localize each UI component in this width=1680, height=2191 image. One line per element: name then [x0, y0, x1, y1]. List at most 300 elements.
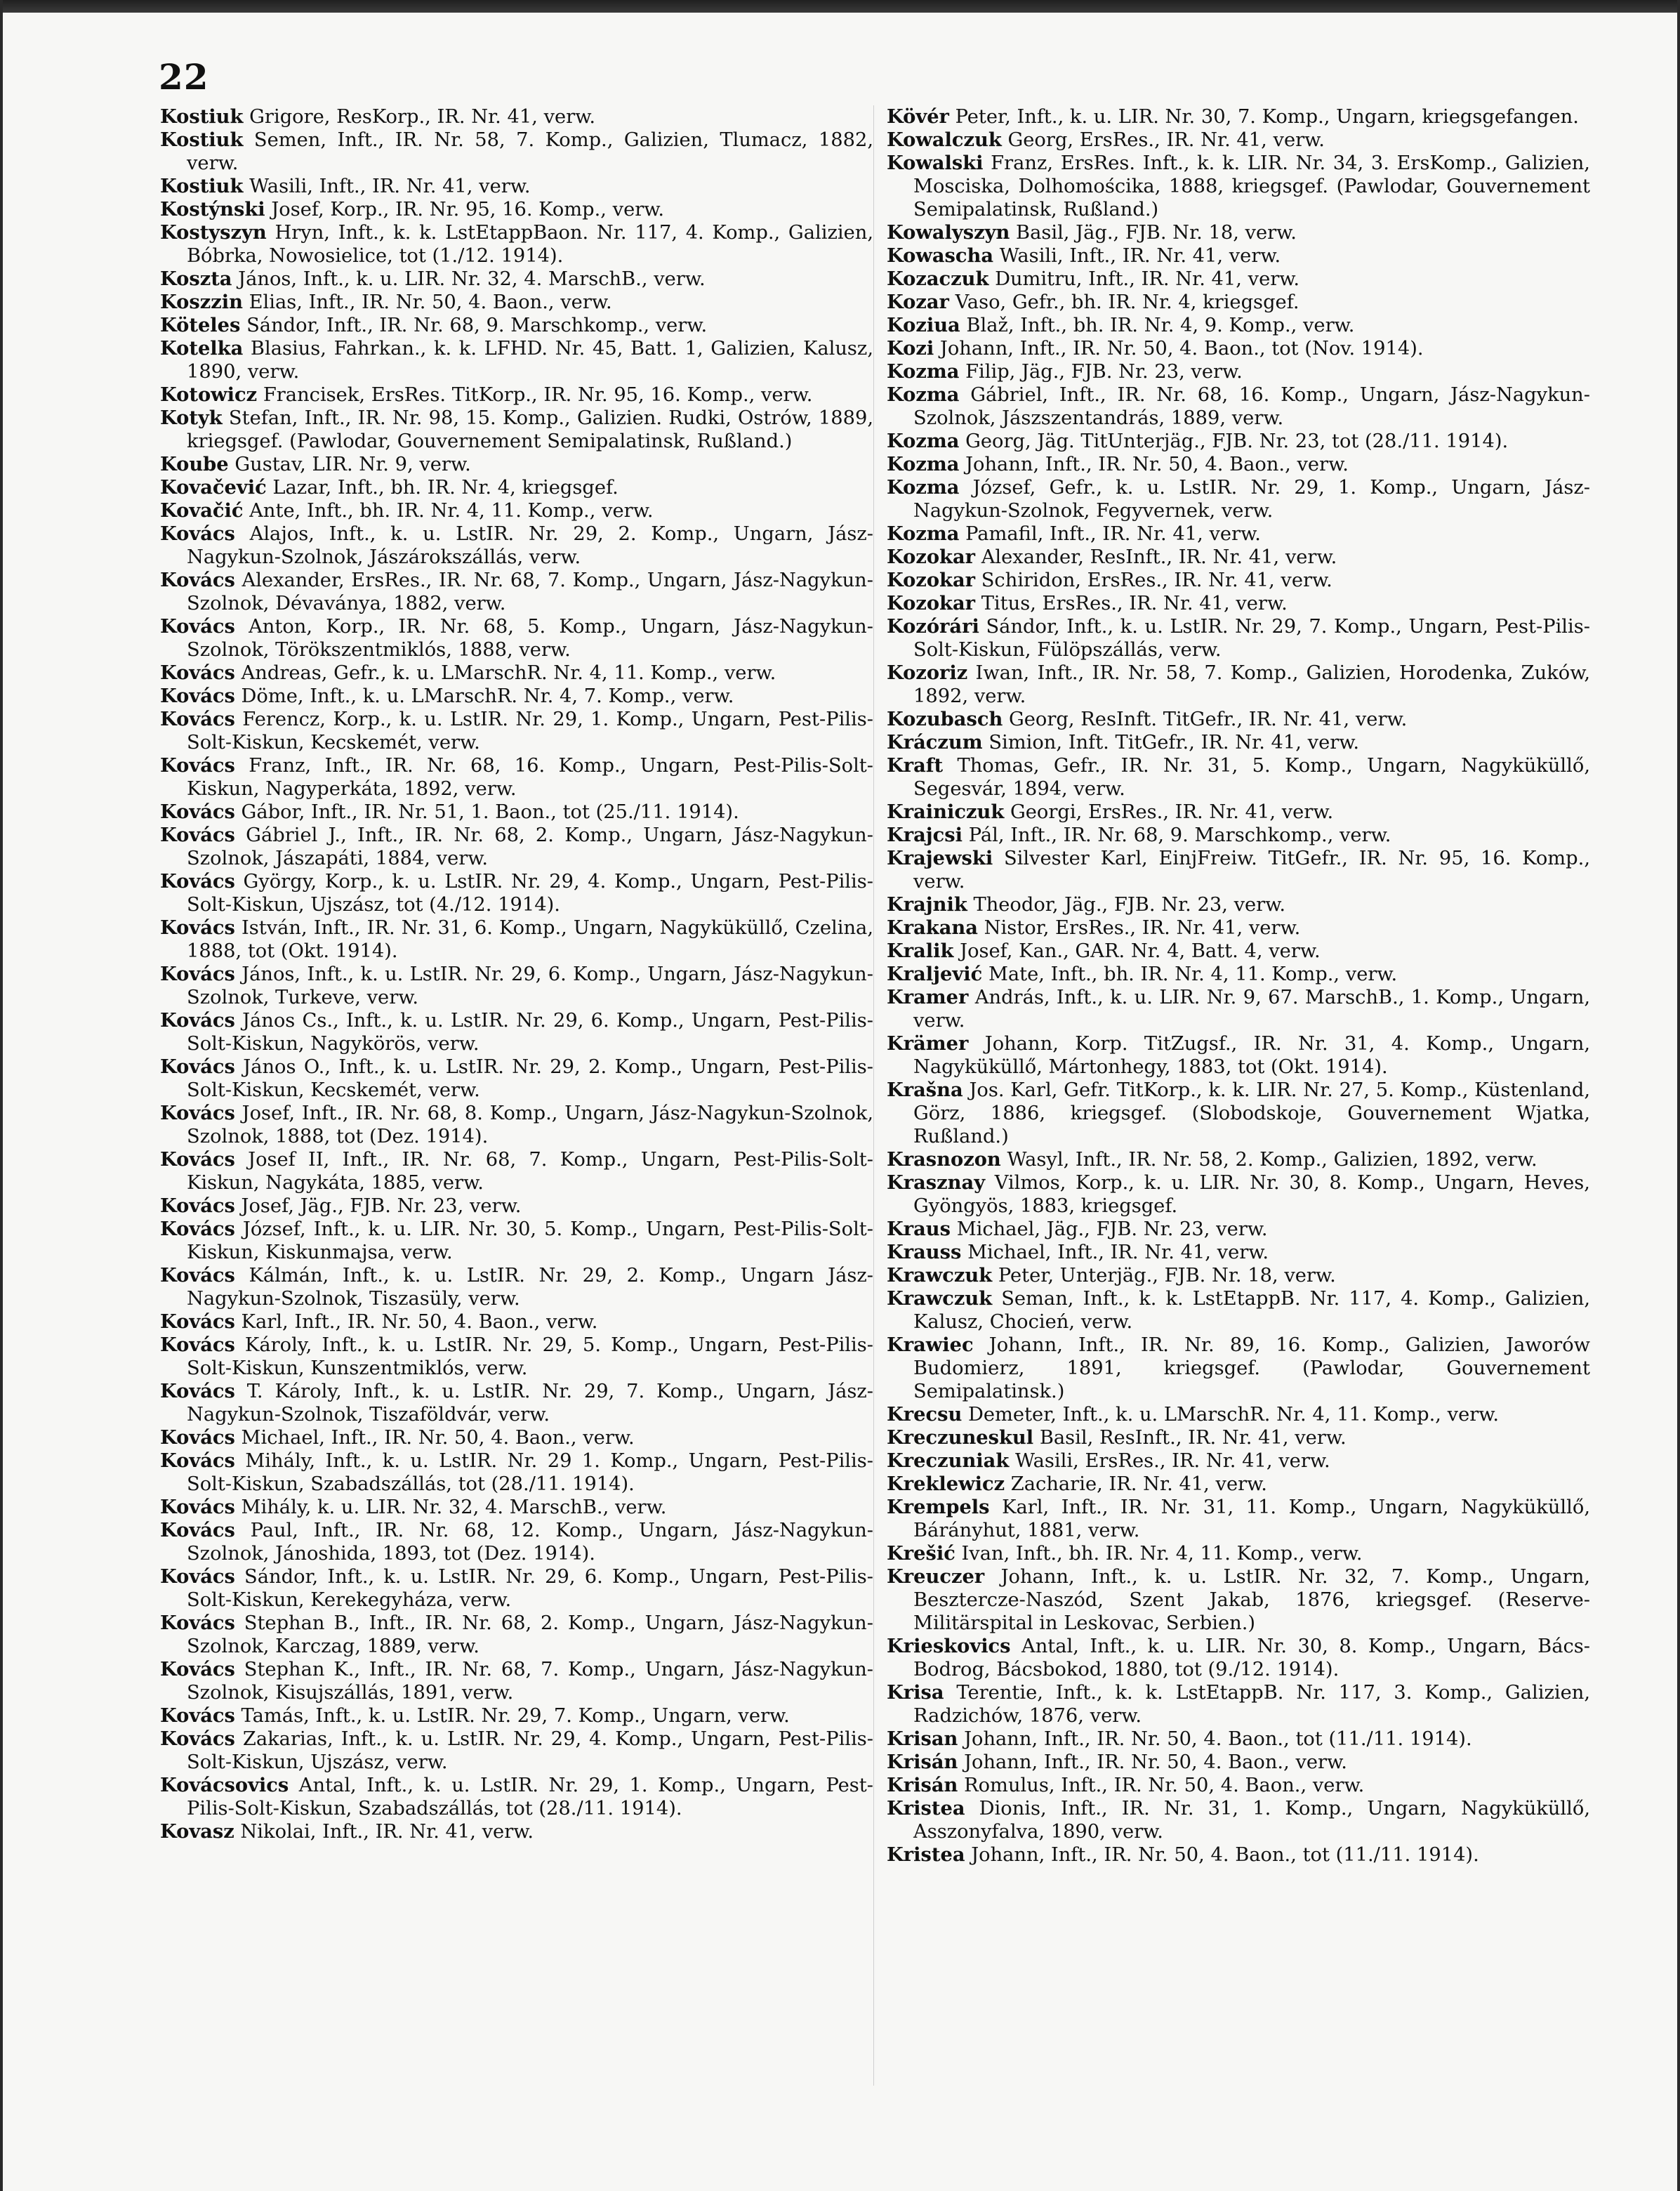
entry-details: Johann, Inft., IR. Nr. 50, 4. Baon., tot (11./11. 1914).: [958, 1728, 1472, 1750]
entry-surname: Kostýnski: [160, 198, 265, 221]
entry-surname: Kovács: [160, 1055, 235, 1078]
register-entry: [887, 847, 1590, 893]
entry-details: Dumitru, Inft., IR. Nr. 41, verw.: [988, 268, 1300, 290]
entry-surname: Kraljević: [887, 963, 983, 985]
register-entry: [887, 244, 1590, 268]
register-entry: [887, 1171, 1590, 1218]
entry-details: Stefan, Inft., IR. Nr. 98, 15. Komp., Galizien. Rudki, Ostrów, 1889, kriegsgef. (Pawlodar, Gouvernement Semipalatinsk, Rußland.): [187, 407, 873, 452]
entry-surname: Kovács: [160, 1148, 235, 1171]
entry-surname: Koszta: [160, 268, 232, 290]
entry-surname: Kovács: [160, 1426, 235, 1449]
register-entry: [887, 1287, 1590, 1334]
register-entry: [160, 407, 873, 453]
entry-surname: Kozokar: [887, 546, 976, 568]
entry-details: Johann, Inft., IR. Nr. 50, 4. Baon., tot (11./11. 1914).: [965, 1844, 1479, 1866]
entry-details: Francisek, ErsRes. TitKorp., IR. Nr. 95, 16. Komp., verw.: [257, 384, 813, 406]
entry-surname: Kristea: [887, 1797, 965, 1820]
register-entry: [887, 476, 1590, 522]
register-entry: [887, 337, 1590, 360]
entry-surname: Kristea: [887, 1843, 965, 1866]
entry-details: Josef, Jäg., FJB. Nr. 23, verw.: [234, 1195, 522, 1217]
entry-surname: Kovács: [160, 1728, 235, 1750]
register-entry: [887, 754, 1590, 801]
entry-surname: Kotelka: [160, 337, 244, 360]
entry-details: Silvester Karl, EinjFreiw. TitGefr., IR. Nr. 95, 16. Komp., verw.: [913, 848, 1590, 893]
entry-surname: Kostyszyn: [160, 221, 267, 244]
entry-details: Iwan, Inft., IR. Nr. 58, 7. Komp., Galizien, Horodenka, Zuków, 1892, verw.: [913, 662, 1590, 707]
entry-surname: Krakana: [887, 916, 978, 939]
register-entry: [887, 731, 1590, 754]
entry-details: János Cs., Inft., k. u. LstIR. Nr. 29, 6. Komp., Ungarn, Pest-Pilis-Solt-Kiskun, Nagykörös, verw.: [187, 1010, 873, 1055]
register-entry: [160, 569, 873, 615]
entry-surname: Kreczuneskul: [887, 1426, 1034, 1449]
entry-details: Georg, ResInft. TitGefr., IR. Nr. 41, verw.: [1003, 709, 1408, 730]
register-entry: [160, 870, 873, 916]
register-entry: [887, 801, 1590, 824]
register-entry: [160, 662, 873, 685]
register-entry: [160, 1426, 873, 1449]
register-entry: [160, 1728, 873, 1774]
entry-surname: Krasnozon: [887, 1148, 1001, 1171]
entry-surname: Kreuczer: [887, 1565, 985, 1588]
entry-surname: Kovács: [160, 963, 235, 985]
register-entry: [160, 314, 873, 337]
register-entry: [160, 1449, 873, 1496]
entry-details: Lazar, Inft., bh. IR. Nr. 4, kriegsgef.: [266, 477, 619, 499]
entry-surname: Kozoriz: [887, 662, 968, 684]
entry-surname: Koube: [160, 453, 229, 475]
register-entry: [887, 221, 1590, 244]
entry-surname: Kowascha: [887, 244, 994, 267]
register-entry: [160, 268, 873, 291]
entry-surname: Kotyk: [160, 407, 223, 429]
register-entry: [887, 1079, 1590, 1148]
entry-details: Blasius, Fahrkan., k. k. LFHD. Nr. 45, Batt. 1, Galizien, Kalusz, 1890, verw.: [187, 338, 873, 383]
entry-details: Mihály, Inft., k. u. LstIR. Nr. 29 1. Komp., Ungarn, Pest-Pilis-Solt-Kiskun, Szabadszállás, tot (28./11. 1914).: [187, 1450, 873, 1495]
entry-surname: Kozma: [887, 522, 960, 545]
entry-surname: Kovács: [160, 1496, 235, 1518]
entry-details: Stephan B., Inft., IR. Nr. 68, 2. Komp., Ungarn, Jász-Nagykun-Szolnok, Karczag, 1889, verw.: [187, 1612, 873, 1657]
register-entry: [160, 499, 873, 522]
entry-details: Zacharie, IR. Nr. 41, verw.: [1005, 1473, 1267, 1495]
entry-surname: Kovács: [160, 1264, 235, 1287]
register-entry: [160, 105, 873, 129]
entry-details: Alexander, ErsRes., IR. Nr. 68, 7. Komp., Ungarn, Jász-Nagykun-Szolnok, Dévaványa, 1882, verw.: [187, 570, 873, 614]
register-entry: [887, 1264, 1590, 1287]
entry-surname: Kostiuk: [160, 105, 244, 128]
entry-surname: Kovácsovics: [160, 1774, 289, 1796]
register-entry: [160, 801, 873, 824]
register-entry: [160, 1148, 873, 1195]
entry-surname: Kovács: [160, 685, 235, 707]
register-entry: [160, 708, 873, 754]
register-entry: [887, 569, 1590, 592]
register-entry: [887, 1032, 1590, 1079]
scan-right-border: [1677, 0, 1680, 2191]
entry-details: Sándor, Inft., k. u. LstIR. Nr. 29, 6. Komp., Ungarn, Pest-Pilis-Solt-Kiskun, Kerekegyháza, verw.: [187, 1566, 873, 1611]
entry-details: Paul, Inft., IR. Nr. 68, 12. Komp., Ungarn, Jász-Nagykun-Szolnok, Jánoshida, 1893, tot (Dez. 1914).: [187, 1520, 873, 1565]
entry-details: Károly, Inft., k. u. LstIR. Nr. 29, 5. Komp., Ungarn, Pest-Pilis-Solt-Kiskun, Kunszentmiklós, verw.: [187, 1334, 873, 1379]
entry-details: Basil, Jäg., FJB. Nr. 18, verw.: [1010, 222, 1297, 244]
entry-surname: Kráczum: [887, 731, 983, 754]
register-entry: [160, 1704, 873, 1728]
entry-details: Josef II, Inft., IR. Nr. 68, 7. Komp., Ungarn, Pest-Pilis-Solt-Kiskun, Nagykáta, 1885, verw.: [187, 1149, 873, 1194]
register-entry: [160, 963, 873, 1009]
entry-details: Alexander, ResInft., IR. Nr. 41, verw.: [975, 546, 1337, 568]
register-entry: [887, 1728, 1590, 1751]
register-entry: [887, 1218, 1590, 1241]
register-entry: [887, 615, 1590, 662]
register-entry: [160, 1218, 873, 1264]
entry-surname: Kovács: [160, 754, 235, 777]
entry-details: Romulus, Inft., IR. Nr. 50, 4. Baon., verw.: [958, 1775, 1365, 1796]
scan-left-border: [0, 0, 3, 2191]
entry-details: Seman, Inft., k. k. LstEtappB. Nr. 117, 4. Komp., Galizien, Kalusz, Chocień, verw.: [913, 1288, 1590, 1333]
entry-surname: Krisán: [887, 1774, 958, 1796]
register-entry: [887, 314, 1590, 337]
register-entry: [160, 824, 873, 870]
entry-details: Karl, Inft., IR. Nr. 31, 11. Komp., Ungarn, Nagyküküllő, Bárányhut, 1881, verw.: [913, 1496, 1590, 1541]
entry-surname: Kowalczuk: [887, 129, 1002, 151]
entry-surname: Kovács: [160, 1102, 235, 1124]
register-entry: [160, 1820, 873, 1843]
entry-details: Sándor, Inft., IR. Nr. 68, 9. Marschkomp., verw.: [240, 315, 708, 336]
register-entry: [887, 1774, 1590, 1797]
entry-details: Georgi, ErsRes., IR. Nr. 41, verw.: [1004, 801, 1334, 823]
register-entry: [160, 1264, 873, 1310]
register-entry: [160, 1102, 873, 1148]
register-entry: [160, 1565, 873, 1612]
entry-surname: Kozubasch: [887, 708, 1003, 730]
entry-surname: Kovács: [160, 615, 235, 638]
entry-surname: Kovács: [160, 1334, 235, 1356]
entry-details: Josef, Kan., GAR. Nr. 4, Batt. 4, verw.: [953, 940, 1321, 962]
entry-details: Döme, Inft., k. u. LMarschR. Nr. 4, 7. Komp., verw.: [234, 685, 734, 707]
entry-surname: Kovács: [160, 1658, 235, 1680]
register-entry: [160, 221, 873, 268]
register-entry: [887, 383, 1590, 430]
register-entry: [160, 685, 873, 708]
register-entry: [887, 1565, 1590, 1635]
entry-details: Titus, ErsRes., IR. Nr. 41, verw.: [975, 593, 1288, 614]
entry-details: Anton, Korp., IR. Nr. 68, 5. Komp., Ungarn, Jász-Nagykun-Szolnok, Törökszentmiklós, 1888, verw.: [187, 616, 873, 661]
register-entry: [887, 105, 1590, 129]
register-entry: [887, 1797, 1590, 1843]
entry-surname: Kralik: [887, 940, 954, 962]
register-entry: [887, 940, 1590, 963]
entry-details: Peter, Inft., k. u. LIR. Nr. 30, 7. Komp., Ungarn, kriegsgefangen.: [948, 106, 1579, 128]
register-entry: [887, 916, 1590, 940]
register-entry: [887, 1334, 1590, 1403]
register-entry: [887, 824, 1590, 847]
register-entry: [160, 1310, 873, 1334]
register-entry: [160, 1195, 873, 1218]
entry-details: Michael, Jäg., FJB. Nr. 23, verw.: [951, 1218, 1268, 1240]
entry-details: Michael, Inft., IR. Nr. 41, verw.: [961, 1242, 1269, 1263]
register-entry: [887, 1241, 1590, 1264]
entry-surname: Kovács: [160, 522, 235, 545]
entry-surname: Kowalski: [887, 152, 984, 174]
register-entry: [887, 1449, 1590, 1473]
register-entry: [887, 1843, 1590, 1867]
entry-surname: Kozokar: [887, 592, 976, 614]
entry-surname: Krajewski: [887, 847, 993, 869]
entry-details: Franz, Inft., IR. Nr. 68, 16. Komp., Ungarn, Pest-Pilis-Solt-Kiskun, Nagyperkáta, 1892, verw.: [187, 755, 873, 800]
entry-details: Johann, Inft., IR. Nr. 50, 4. Baon., verw.: [958, 1751, 1347, 1773]
register-entry: [160, 1380, 873, 1426]
register-entry: [887, 592, 1590, 615]
entry-surname: Kraft: [887, 754, 944, 777]
entry-details: Semen, Inft., IR. Nr. 58, 7. Komp., Galizien, Tlumacz, 1882, verw.: [187, 129, 873, 174]
entry-surname: Kovács: [160, 916, 235, 939]
entry-surname: Kozi: [887, 337, 934, 360]
entry-details: Mate, Inft., bh. IR. Nr. 4, 11. Komp., verw.: [982, 963, 1398, 985]
entry-details: Ferencz, Korp., k. u. LstIR. Nr. 29, 1. Komp., Ungarn, Pest-Pilis-Solt-Kiskun, Kecskemét, verw.: [187, 709, 873, 754]
entry-details: Grigore, ResKorp., IR. Nr. 41, verw.: [243, 106, 596, 128]
entry-details: Schiridon, ErsRes., IR. Nr. 41, verw.: [975, 570, 1332, 591]
entry-details: Nikolai, Inft., IR. Nr. 41, verw.: [234, 1821, 534, 1843]
register-entry: [887, 1148, 1590, 1171]
entry-details: Johann, Inft., IR. Nr. 50, 4. Baon., tot (Nov. 1914).: [934, 338, 1424, 360]
entry-surname: Kowalyszyn: [887, 221, 1010, 244]
entry-details: Wasili, ErsRes., IR. Nr. 41, verw.: [1009, 1450, 1330, 1472]
entry-surname: Kovács: [160, 1009, 235, 1032]
entry-details: Thomas, Gefr., IR. Nr. 31, 5. Komp., Ungarn, Nagyküküllő, Segesvár, 1894, verw.: [913, 755, 1590, 800]
entry-details: Nistor, ErsRes., IR. Nr. 41, verw.: [977, 917, 1301, 939]
register-entry: [887, 1496, 1590, 1542]
entry-surname: Kovács: [160, 1565, 235, 1588]
entry-details: Demeter, Inft., k. u. LMarschR. Nr. 4, 11. Komp., verw.: [962, 1404, 1500, 1426]
register-entry: [887, 129, 1590, 152]
column-gutter: [873, 105, 874, 2086]
entry-surname: Krisa: [887, 1681, 944, 1704]
entry-details: Theodor, Jäg., FJB. Nr. 23, verw.: [967, 894, 1285, 916]
entry-details: Gustav, LIR. Nr. 9, verw.: [228, 454, 471, 475]
entry-surname: Kovács: [160, 1519, 235, 1541]
register-entry: [887, 546, 1590, 569]
register-entry: [887, 1473, 1590, 1496]
register-entry: [887, 708, 1590, 731]
register-entry: [887, 1542, 1590, 1565]
register-entry: [887, 360, 1590, 383]
entry-surname: Kovács: [160, 662, 235, 684]
entry-details: Johann, Inft., IR. Nr. 89, 16. Komp., Galizien, Jaworów Budomierz, 1891, kriegsgef. (Pawlodar, Gouvernement Semipalatinsk.): [913, 1334, 1590, 1402]
entry-details: János, Inft., k. u. LstIR. Nr. 29, 6. Komp., Ungarn, Jász-Nagykun-Szolnok, Turkeve, verw.: [187, 963, 873, 1008]
entry-surname: Kövér: [887, 105, 949, 128]
entry-details: György, Korp., k. u. LstIR. Nr. 29, 4. Komp., Ungarn, Pest-Pilis-Solt-Kiskun, Ujszász, tot (4./12. 1914).: [187, 871, 873, 916]
entry-surname: Krawczuk: [887, 1264, 993, 1287]
entry-details: Andreas, Gefr., k. u. LMarschR. Nr. 4, 11. Komp., verw.: [234, 662, 776, 684]
entry-surname: Kostiuk: [160, 129, 244, 151]
register-entry: [160, 453, 873, 476]
entry-surname: Kovács: [160, 1310, 235, 1333]
entry-surname: Krecsu: [887, 1403, 963, 1426]
entry-surname: Kovács: [160, 1195, 235, 1217]
entry-details: Simion, Inft. TitGefr., IR. Nr. 41, verw.: [982, 732, 1360, 754]
entry-details: Peter, Unterjäg., FJB. Nr. 18, verw.: [992, 1265, 1336, 1287]
entry-surname: Kovács: [160, 569, 235, 591]
entry-details: Filip, Jäg., FJB. Nr. 23, verw.: [959, 361, 1243, 383]
register-entry: [887, 152, 1590, 221]
entry-details: Johann, Korp. TitZugsf., IR. Nr. 31, 4. Komp., Ungarn, Nagyküküllő, Mártonhegy, 1883, tot (Okt. 1914).: [913, 1033, 1590, 1078]
register-entry: [887, 662, 1590, 708]
register-entry: [887, 522, 1590, 546]
entry-details: Stephan K., Inft., IR. Nr. 68, 7. Komp., Ungarn, Jász-Nagykun-Szolnok, Kisujszállás, 1891, verw.: [187, 1659, 873, 1704]
entry-surname: Köteles: [160, 314, 241, 336]
register-entry: [887, 268, 1590, 291]
register-entry: [887, 963, 1590, 986]
register-entry: [887, 1751, 1590, 1774]
entry-surname: Kotowicz: [160, 383, 258, 406]
register-entry: [160, 754, 873, 801]
register-entry: [887, 986, 1590, 1032]
entry-details: Georg, ErsRes., IR. Nr. 41, verw.: [1001, 129, 1325, 151]
left-column: [160, 105, 873, 1843]
entry-surname: Krisan: [887, 1728, 958, 1750]
entry-details: Antal, Inft., k. u. LstIR. Nr. 29, 1. Komp., Ungarn, Pest-Pilis-Solt-Kiskun, Szabadszállás, tot (28./11. 1914).: [187, 1775, 873, 1820]
register-entry: [160, 522, 873, 569]
entry-surname: Krawczuk: [887, 1287, 993, 1310]
entry-details: Zakarias, Inft., k. u. LstIR. Nr. 29, 4. Komp., Ungarn, Pest-Pilis-Solt-Kiskun, Ujszász, verw.: [187, 1728, 873, 1773]
entry-details: Johann, Inft., k. u. LstIR. Nr. 32, 7. Komp., Ungarn, Besztercze-Naszód, Szent Jakab, 1876, kriegsgef. (Reserve-Militärspital in Leskovac, Serbien.): [913, 1566, 1590, 1634]
register-entry: [887, 893, 1590, 916]
entry-surname: Krasznay: [887, 1171, 986, 1194]
register-entry: [160, 916, 873, 963]
scan-top-border: [0, 0, 1680, 13]
register-entry: [160, 615, 873, 662]
entry-details: Josef, Inft., IR. Nr. 68, 8. Komp., Ungarn, Jász-Nagykun-Szolnok, Szolnok, 1888, tot (Dez. 1914).: [187, 1103, 873, 1147]
entry-surname: Kozma: [887, 383, 960, 406]
page-number: 22: [159, 56, 209, 98]
entry-details: Basil, ResInft., IR. Nr. 41, verw.: [1033, 1427, 1347, 1449]
entry-details: János, Inft., k. u. LIR. Nr. 32, 4. MarschB., verw.: [232, 268, 706, 290]
entry-surname: Kovács: [160, 801, 235, 823]
register-entry: [887, 1681, 1590, 1728]
entry-surname: Krajnik: [887, 893, 967, 916]
entry-details: Gábor, Inft., IR. Nr. 51, 1. Baon., tot (25./11. 1914).: [234, 801, 739, 823]
entry-details: Terentie, Inft., k. k. LstEtappB. Nr. 117, 3. Komp., Galizien, Radzichów, 1876, verw.: [913, 1682, 1590, 1727]
entry-surname: Kovács: [160, 1218, 235, 1240]
register-entry: [887, 430, 1590, 453]
entry-details: János O., Inft., k. u. LstIR. Nr. 29, 2. Komp., Ungarn, Pest-Pilis-Solt-Kiskun, Kecskemét, verw.: [187, 1056, 873, 1101]
entry-details: Gábriel J., Inft., IR. Nr. 68, 2. Komp., Ungarn, Jász-Nagykun-Szolnok, Jászapáti, 1884, verw.: [187, 824, 873, 869]
entry-details: Kálmán, Inft., k. u. LstIR. Nr. 29, 2. Komp., Ungarn Jász-Nagykun-Szolnok, Tiszasüly, verw.: [187, 1265, 873, 1310]
entry-details: Dionis, Inft., IR. Nr. 31, 1. Komp., Ungarn, Nagyküküllő, Asszonyfalva, 1890, verw.: [913, 1798, 1590, 1843]
entry-surname: Kozma: [887, 430, 960, 452]
register-entry: [160, 198, 873, 221]
entry-details: Pamafil, Inft., IR. Nr. 41, verw.: [959, 523, 1261, 545]
register-entry: [160, 129, 873, 175]
register-entry: [160, 337, 873, 383]
entry-surname: Krešić: [887, 1542, 955, 1565]
entry-surname: Kovács: [160, 870, 235, 893]
entry-surname: Krawiec: [887, 1334, 974, 1356]
entry-surname: Kostiuk: [160, 175, 244, 197]
entry-details: Blaž, Inft., bh. IR. Nr. 4, 9. Komp., verw.: [960, 315, 1355, 336]
entry-details: Tamás, Inft., k. u. LstIR. Nr. 29, 7. Komp., Ungarn, verw.: [234, 1705, 790, 1727]
entry-details: Karl, Inft., IR. Nr. 50, 4. Baon., verw.: [234, 1311, 598, 1333]
entry-surname: Krašna: [887, 1079, 963, 1101]
entry-surname: Kovács: [160, 1380, 235, 1402]
register-entry: [160, 1055, 873, 1102]
entry-surname: Kozar: [887, 291, 949, 313]
entry-details: Franz, ErsRes. Inft., k. k. LIR. Nr. 34, 3. ErsKomp., Galizien, Mosciska, Dolhomościka, 1888, kriegsgef. (Pawlodar, Gouvernement Semipalatinsk, Rußland.): [913, 152, 1590, 221]
register-entry: [160, 1009, 873, 1055]
entry-details: Wasili, Inft., IR. Nr. 41, verw.: [243, 176, 531, 197]
entry-details: Wasyl, Inft., IR. Nr. 58, 2. Komp., Galizien, 1892, verw.: [1000, 1149, 1537, 1171]
entry-surname: Kovasz: [160, 1820, 234, 1843]
register-entry: [160, 1519, 873, 1565]
register-entry: [160, 383, 873, 407]
entry-details: Mihály, k. u. LIR. Nr. 32, 4. MarschB., verw.: [234, 1496, 667, 1518]
entry-details: Georg, Jäg. TitUnterjäg., FJB. Nr. 23, tot (28./11. 1914).: [959, 430, 1509, 452]
entry-details: Pál, Inft., IR. Nr. 68, 9. Marschkomp., verw.: [963, 824, 1391, 846]
entry-details: Elias, Inft., IR. Nr. 50, 4. Baon., verw.: [242, 291, 612, 313]
entry-surname: Kovács: [160, 824, 235, 846]
entry-surname: Krempels: [887, 1496, 990, 1518]
register-entry: [160, 476, 873, 499]
register-entry: [887, 1403, 1590, 1426]
entry-surname: Kozma: [887, 453, 960, 475]
entry-surname: Krisán: [887, 1751, 958, 1773]
entry-details: József, Inft., k. u. LIR. Nr. 30, 5. Komp., Ungarn, Pest-Pilis-Solt-Kiskun, Kiskunmajsa, verw.: [187, 1218, 873, 1263]
entry-surname: Kovács: [160, 1704, 235, 1727]
entry-details: András, Inft., k. u. LIR. Nr. 9, 67. MarschB., 1. Komp., Ungarn, verw.: [913, 987, 1590, 1032]
entry-surname: Krajcsi: [887, 824, 963, 846]
register-entry: [160, 175, 873, 198]
entry-surname: Kozaczuk: [887, 268, 989, 290]
entry-surname: Kozórári: [887, 615, 979, 638]
register-entry: [887, 1635, 1590, 1681]
entry-details: Vilmos, Korp., k. u. LIR. Nr. 30, 8. Komp., Ungarn, Heves, Gyöngyös, 1883, kriegsgef.: [913, 1172, 1590, 1217]
entry-details: Ivan, Inft., bh. IR. Nr. 4, 11. Komp., verw.: [955, 1543, 1363, 1565]
entry-details: Jos. Karl, Gefr. TitKorp., k. k. LIR. Nr. 27, 5. Komp., Küstenland, Görz, 1886, kriegsgef. (Slobodskoje, Gouvernement Wjatka, Rußland.): [913, 1079, 1590, 1147]
entry-surname: Koszzin: [160, 291, 243, 313]
entry-surname: Kovács: [160, 1449, 235, 1472]
entry-details: Johann, Inft., IR. Nr. 50, 4. Baon., verw.: [959, 454, 1349, 475]
right-column: [887, 105, 1590, 1867]
entry-details: Alajos, Inft., k. u. LstIR. Nr. 29, 2. Komp., Ungarn, Jász-Nagykun-Szolnok, Jászárokszállás, verw.: [187, 523, 873, 568]
entry-surname: Krauss: [887, 1241, 962, 1263]
entry-details: Vaso, Gefr., bh. IR. Nr. 4, kriegsgef.: [948, 291, 1299, 313]
register-entry: [160, 291, 873, 314]
entry-details: József, Gefr., k. u. LstIR. Nr. 29, 1. Komp., Ungarn, Jász-Nagykun-Szolnok, Fegyvernek, verw.: [913, 477, 1590, 522]
entry-surname: Kovačić: [160, 499, 244, 522]
entry-surname: Kreklewicz: [887, 1473, 1005, 1495]
entry-surname: Kraus: [887, 1218, 951, 1240]
entry-details: Josef, Korp., IR. Nr. 95, 16. Komp., verw.: [265, 199, 665, 221]
register-entry: [160, 1334, 873, 1380]
entry-surname: Krämer: [887, 1032, 969, 1055]
register-entry: [160, 1612, 873, 1658]
entry-surname: Krainiczuk: [887, 801, 1005, 823]
entry-details: Antal, Inft., k. u. LIR. Nr. 30, 8. Komp., Ungarn, Bács-Bodrog, Bácsbokod, 1880, tot (9./12. 1914).: [913, 1636, 1590, 1680]
entry-surname: Kovács: [160, 708, 235, 730]
entry-surname: Krieskovics: [887, 1635, 1011, 1657]
entry-details: István, Inft., IR. Nr. 31, 6. Komp., Ungarn, Nagyküküllő, Czelina, 1888, tot (Okt. 1914).: [187, 917, 873, 962]
entry-surname: Kozma: [887, 476, 960, 499]
entry-surname: Kreczuniak: [887, 1449, 1010, 1472]
entry-surname: Kovačević: [160, 476, 267, 499]
entry-details: Ante, Inft., bh. IR. Nr. 4, 11. Komp., verw.: [243, 500, 654, 522]
register-entry: [887, 1426, 1590, 1449]
entry-details: Gábriel, Inft., IR. Nr. 68, 16. Komp., Ungarn, Jász-Nagykun-Szolnok, Jászszentandrás, 1889, verw.: [913, 384, 1590, 429]
register-entry: [160, 1658, 873, 1704]
entry-details: Sándor, Inft., k. u. LstIR. Nr. 29, 7. Komp., Ungarn, Pest-Pilis-Solt-Kiskun, Fülöpszállás, verw.: [913, 616, 1590, 661]
register-entry: [887, 291, 1590, 314]
entry-details: Michael, Inft., IR. Nr. 50, 4. Baon., verw.: [234, 1427, 635, 1449]
entry-surname: Kovács: [160, 1612, 235, 1634]
